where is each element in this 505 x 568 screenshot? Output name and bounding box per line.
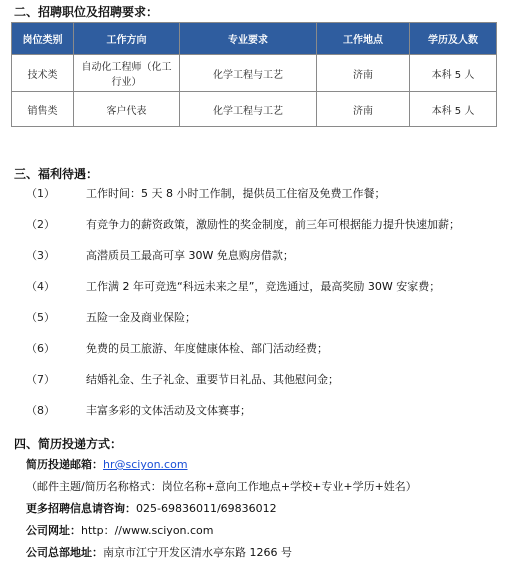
email-line (26, 457, 188, 473)
benefit-number: （7） (26, 373, 55, 386)
table-row (12, 92, 497, 127)
section-2-title: 二、招聘职位及招聘要求： (14, 5, 159, 19)
benefit-text: 五险一金及商业保险； (86, 311, 196, 324)
cell-education: 本科 5 人 (410, 92, 497, 127)
phone-label: 更多招聘信息请咨询： (26, 502, 136, 515)
header-direction: 工作方向 (74, 23, 180, 55)
cell-direction: 客户代表 (74, 92, 180, 127)
benefit-text: 有竞争力的薪资政策，激励性的奖金制度，前三年可根据能力提升快速加薪； (86, 218, 460, 231)
job-table (11, 22, 497, 127)
phone-line (26, 501, 277, 517)
benefit-text: 结婚礼金、生子礼金、重要节日礼品、其他慰问金； (86, 373, 339, 386)
cell-education: 本科 5 人 (410, 55, 497, 92)
section-3-title: 三、福利待遇： (14, 167, 99, 181)
address-label: 公司总部地址： (26, 546, 103, 559)
benefit-item (26, 341, 328, 357)
format-note: （邮件主题/简历名称格式：岗位名称+意向工作地点+学校+专业+学历+姓名） (26, 480, 417, 493)
cell-location: 济南 (317, 55, 410, 92)
header-category: 岗位类别 (12, 23, 74, 55)
web-url[interactable]: http：//www.sciyon.com (81, 524, 214, 537)
benefit-number: （2） (26, 218, 55, 231)
benefit-item (26, 217, 460, 233)
web-line (26, 523, 214, 539)
email-label: 简历投递邮箱： (26, 458, 103, 471)
benefit-number: （4） (26, 280, 55, 293)
cell-category: 销售类 (12, 92, 74, 127)
benefit-item (26, 310, 196, 326)
benefit-item (26, 248, 294, 264)
cell-location: 济南 (317, 92, 410, 127)
benefit-text: 工作时间：5 天 8 小时工作制，提供员工住宿及免费工作餐； (86, 187, 386, 200)
benefit-item (26, 403, 251, 419)
cell-major: 化学工程与工艺 (180, 92, 317, 127)
benefit-number: （5） (26, 311, 55, 324)
benefit-text: 高潜质员工最高可享 30W 免息购房借款； (86, 249, 294, 262)
benefit-number: （1） (26, 187, 55, 200)
email-link[interactable]: hr@sciyon.com (103, 458, 188, 471)
benefit-item (26, 186, 386, 202)
header-location: 工作地点 (317, 23, 410, 55)
address-line (26, 545, 292, 561)
header-major: 专业要求 (180, 23, 317, 55)
cell-category: 技术类 (12, 55, 74, 92)
table-row (12, 55, 497, 92)
cell-major: 化学工程与工艺 (180, 55, 317, 92)
table-header-row (12, 23, 497, 55)
header-education: 学历及人数 (410, 23, 497, 55)
benefit-item (26, 372, 339, 388)
benefit-number: （6） (26, 342, 55, 355)
benefit-item (26, 279, 440, 295)
web-label: 公司网址： (26, 524, 81, 537)
benefit-number: （3） (26, 249, 55, 262)
cell-direction: 自动化工程师（化工行业） (74, 55, 180, 92)
address-text: 南京市江宁开发区清水亭东路 1266 号 (103, 546, 292, 559)
benefit-text: 丰富多彩的文体活动及文体赛事； (86, 404, 251, 417)
phone-number: 025-69836011/69836012 (136, 502, 277, 515)
benefit-text: 免费的员工旅游、年度健康体检、部门活动经费； (86, 342, 328, 355)
section-4-title: 四、简历投递方式： (14, 437, 123, 451)
benefit-text: 工作满 2 年可竞选“科远未来之星”，竞选通过，最高奖励 30W 安家费； (86, 280, 441, 293)
benefit-number: （8） (26, 404, 55, 417)
